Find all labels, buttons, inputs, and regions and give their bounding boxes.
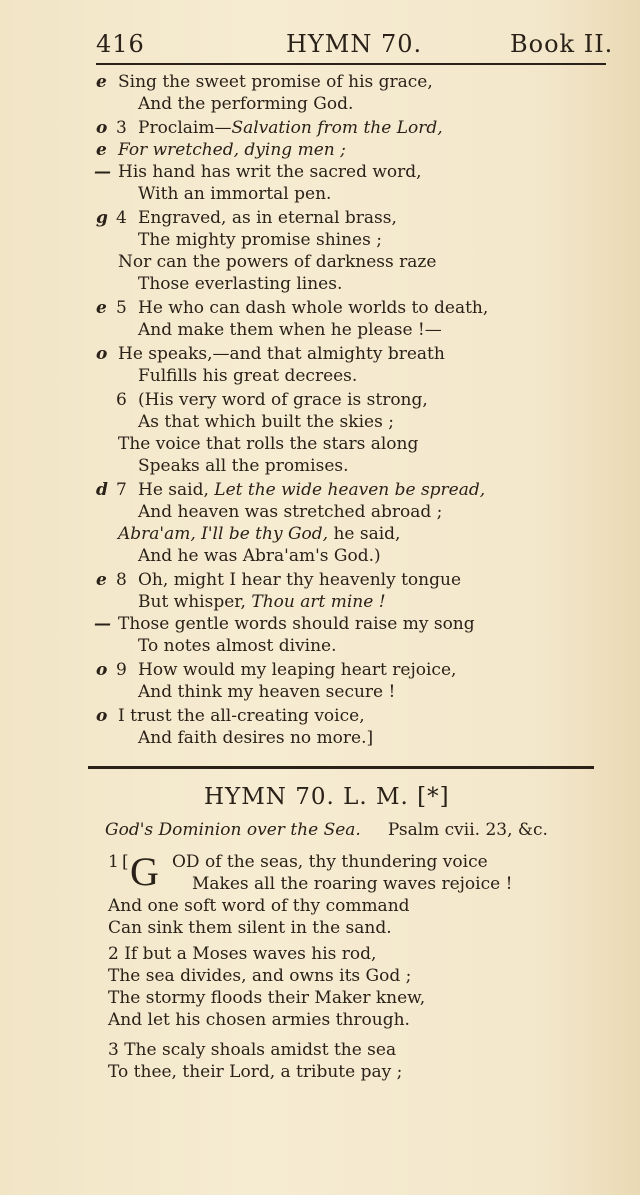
verse-text: As that which built the skies ;: [138, 412, 394, 432]
verse-line: [138, 184, 331, 205]
verse-line: 2 If but a Moses waves his rod,: [108, 944, 377, 964]
verse-text: (His very word of grace is strong,: [138, 390, 428, 410]
verse-text: With an immortal pen.: [138, 184, 332, 204]
dynamic-mark: g: [96, 208, 108, 228]
verse-text: The mighty promise shines ;: [138, 230, 382, 250]
verse-line: [138, 320, 442, 341]
dynamic-mark: d: [96, 480, 108, 500]
verse-line: 3 The scaly shoals amidst the sea: [108, 1040, 397, 1060]
verse-line: [118, 162, 422, 183]
verse-line: The stormy floods their Maker knew,: [108, 988, 426, 1008]
stanza-number: 9: [116, 660, 127, 680]
verse-line: [138, 502, 442, 523]
verse-text: I trust the all-creating voice,: [118, 706, 365, 726]
verse-line: [138, 480, 485, 501]
verse-line: And one soft word of thy command: [108, 896, 410, 916]
dynamic-mark: e: [96, 72, 107, 92]
verse-line: [138, 390, 428, 411]
verse-text: Sing the sweet promise of his grace,: [118, 72, 433, 92]
verse-italic: Thou art mine !: [251, 592, 386, 612]
verse-text: And think my heaven secure !: [138, 682, 396, 702]
verse-line: OD of the seas, thy thundering voice: [172, 852, 488, 872]
verse-text: And he was Abra'am's God.): [138, 546, 381, 566]
verse-text: Speaks all the promises.: [138, 456, 349, 476]
verse-text: But whisper,: [138, 592, 252, 612]
verse-line: [138, 456, 349, 477]
subtitle-spacer: [366, 820, 382, 840]
subtitle-reference: Psalm cvii. 23, &c.: [387, 820, 548, 840]
header-rule: [96, 63, 606, 65]
verse-line: [138, 366, 357, 387]
verse-line: [118, 614, 475, 635]
verse-line: [138, 636, 337, 657]
verse-line: [118, 344, 445, 365]
verse-text: Proclaim—: [138, 118, 232, 138]
verse-text: How would my leaping heart rejoice,: [138, 660, 457, 680]
verse-text: His hand has writ the sacred word,: [118, 162, 422, 182]
dynamic-mark: —: [94, 614, 111, 634]
stanza-number: 8: [116, 570, 127, 590]
hymn-subtitle: [105, 820, 548, 840]
verse-line: [118, 706, 365, 727]
verse-line: Can sink them silent in the sand.: [108, 918, 392, 938]
verse-text: Engraved, as in eternal brass,: [138, 208, 397, 228]
stanza-number: 4: [116, 208, 127, 228]
verse-italic: Salvation from the Lord,: [231, 118, 443, 138]
dynamic-mark: e: [96, 298, 107, 318]
verse-line: [138, 412, 394, 433]
dynamic-mark: o: [96, 660, 108, 680]
verse-italic: Abra'am, I'll be thy God,: [118, 524, 329, 544]
verse-text: Fulfills his great decrees.: [138, 366, 358, 386]
stanza-number: 1: [108, 852, 119, 872]
verse-line: [118, 524, 400, 545]
verse-line: [138, 592, 386, 613]
verse-line: [118, 434, 418, 455]
stanza-number: 7: [116, 480, 127, 500]
verse-line: The sea divides, and owns its God ;: [108, 966, 412, 986]
verse-line: [138, 728, 373, 749]
verse-line: To thee, their Lord, a tribute pay ;: [108, 1062, 403, 1082]
verse-line: [138, 546, 381, 567]
verse-text: He speaks,—and that almighty breath: [118, 344, 445, 364]
verse-text: And heaven was stretched abroad ;: [138, 502, 443, 522]
verse-line: And let his chosen armies through.: [108, 1010, 410, 1030]
verse-line: [138, 570, 461, 591]
verse-text: To notes almost divine.: [138, 636, 337, 656]
dynamic-mark: o: [96, 706, 108, 726]
verse-line: [138, 118, 443, 139]
verse-line: [138, 208, 397, 229]
stanza-bracket: [: [122, 852, 129, 872]
verse-text: And the performing God.: [138, 94, 354, 114]
running-title: HYMN 70.: [286, 30, 423, 58]
stanza-number: 6: [116, 390, 127, 410]
verse-text: Nor can the powers of darkness raze: [118, 252, 437, 272]
verse-line: [118, 252, 436, 273]
dynamic-mark: o: [96, 344, 108, 364]
verse-line: [118, 72, 433, 93]
verse-text: He said,: [138, 480, 215, 500]
running-header: [96, 24, 640, 64]
verse-line: [138, 660, 456, 681]
verse-text: Oh, might I hear thy heavenly tongue: [138, 570, 462, 590]
verse-text: He who can dash whole worlds to death,: [138, 298, 489, 318]
page-number: 416: [96, 30, 145, 58]
dynamic-mark: e: [96, 140, 107, 160]
verse-line: [138, 682, 395, 703]
book-label: Book II.: [510, 30, 614, 58]
verse-text: Those gentle words should raise my song: [118, 614, 475, 634]
drop-cap: G: [130, 849, 159, 894]
section-rule: [88, 766, 594, 769]
verse-text: he said,: [328, 524, 401, 544]
verse-text: And faith desires no more.]: [138, 728, 374, 748]
verse-line: [138, 94, 353, 115]
verse-italic: For wretched, dying men ;: [118, 140, 346, 160]
verse-line: Makes all the roaring waves rejoice !: [192, 874, 513, 894]
verse-text: And make them when he please !—: [138, 320, 442, 340]
stanza-number: 3: [116, 118, 127, 138]
verse-line: [138, 274, 342, 295]
verse-line: [138, 230, 382, 251]
verse-text: The voice that rolls the stars along: [118, 434, 419, 454]
stanza-number: 5: [116, 298, 127, 318]
dynamic-mark: o: [96, 118, 108, 138]
verse-line: [138, 298, 488, 319]
subtitle-title: God's Dominion over the Sea.: [105, 820, 361, 840]
verse-text: Those everlasting lines.: [138, 274, 343, 294]
dynamic-mark: e: [96, 570, 107, 590]
dynamic-mark: —: [94, 162, 111, 182]
hymn-heading: HYMN 70. L. M. [*]: [204, 784, 450, 810]
verse-italic: Let the wide heaven be spread,: [214, 480, 486, 500]
verse-line: [118, 140, 346, 161]
